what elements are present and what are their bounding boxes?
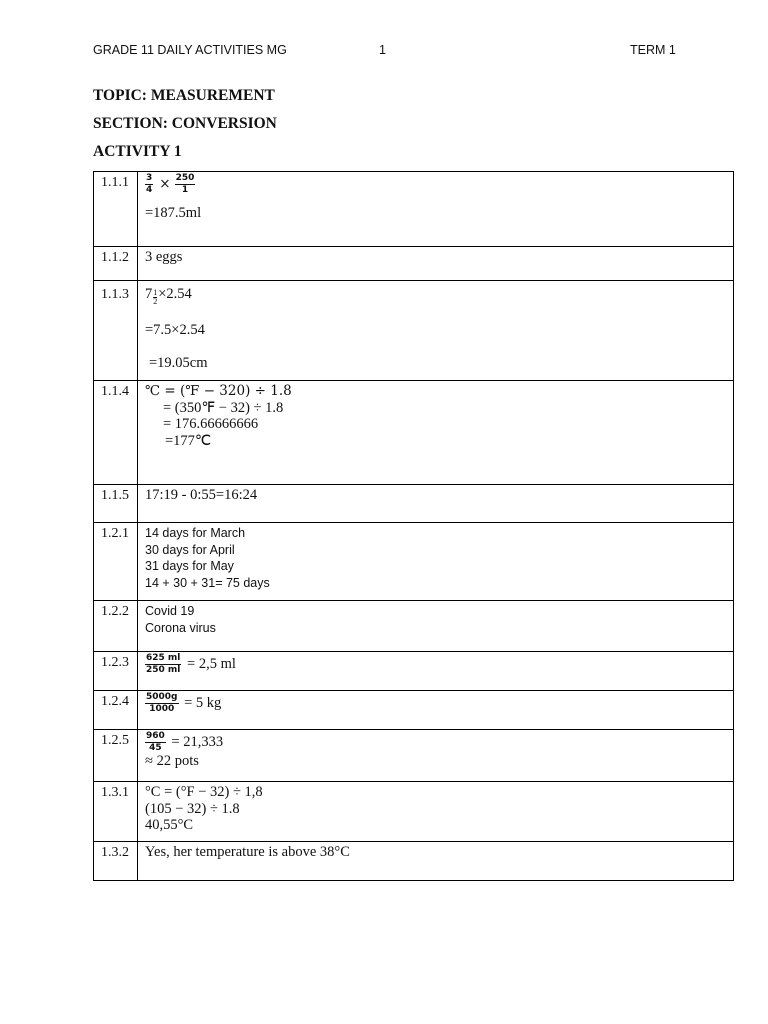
activity-heading: ACTIVITY 1	[93, 143, 182, 160]
page-number: 1	[379, 43, 386, 57]
table-row	[94, 730, 734, 782]
answer-cell	[138, 281, 734, 381]
page-header-term: TERM 1	[630, 43, 676, 57]
answer-line: ≈ 22 pots	[145, 753, 199, 769]
table-row	[94, 485, 734, 523]
answer-cell	[138, 601, 734, 652]
question-number: 1.3.1	[94, 782, 138, 842]
answer-cell	[138, 247, 734, 281]
table-row	[94, 782, 734, 842]
answer-cell	[138, 172, 734, 247]
question-number: 1.3.2	[94, 842, 138, 881]
answer-cell	[138, 652, 734, 691]
answer-line: $\frac{5000g}{1000}$ = 5 kg	[146, 692, 222, 714]
fraction: $\frac{960}{45}$	[146, 731, 165, 753]
answer-line: (105 − 32) ÷ 1.8	[145, 800, 240, 817]
answer-line: 17:19 - 0:55=16:24	[145, 487, 258, 503]
table-row	[94, 281, 734, 381]
question-number: 1.2.2	[94, 601, 138, 652]
answer-line: = (350℉ − 32) ÷ 1.8	[163, 399, 284, 416]
fraction: $\frac{250}{1}$	[175, 173, 195, 195]
table-row	[94, 652, 734, 691]
answer-line: 31 days for May	[145, 559, 234, 573]
fraction: $\frac{5000g}{1000}$	[146, 692, 178, 714]
answer-cell	[138, 782, 734, 842]
table-row	[94, 247, 734, 281]
table-row	[94, 842, 734, 881]
answer-line: =19.05cm	[149, 354, 208, 371]
answer-cell	[138, 381, 734, 485]
answer-line: =177℃	[165, 432, 212, 449]
multiply-sign: ×	[159, 176, 171, 193]
answer-line: 40,55°C	[145, 817, 194, 833]
answer-line: =187.5ml	[145, 205, 202, 221]
answer-line: 30 days for April	[145, 542, 235, 557]
answer-line: $\frac{960}{45}$ = 21,333	[146, 731, 224, 753]
answer-line: = 176.66666666	[163, 416, 259, 432]
question-number: 1.1.5	[94, 485, 138, 523]
question-number: 1.1.1	[94, 172, 138, 247]
answer-line: Corona virus	[145, 620, 216, 635]
answer-line: 3 eggs	[145, 249, 183, 265]
question-number: 1.2.3	[94, 652, 138, 691]
table-row	[94, 381, 734, 485]
answer-line: 7 $\frac{1}{2}$ ×2.54	[145, 286, 192, 306]
table-row	[94, 523, 734, 601]
answer-line: Covid 19	[145, 604, 195, 618]
table-row	[94, 601, 734, 652]
answer-line: ℃ = (℉ − 320) ÷ 1.8	[145, 383, 292, 399]
answer-line: Yes, her temperature is above 38°C	[145, 844, 350, 860]
answer-cell	[138, 730, 734, 782]
answer-cell	[138, 485, 734, 523]
question-number: 1.2.1	[94, 523, 138, 601]
answers-table	[93, 171, 734, 881]
answer-line: 14 days for March	[145, 526, 246, 540]
answer-line: $\frac{625 ml}{250 ml}$ = 2,5 ml	[146, 653, 236, 675]
question-number: 1.1.2	[94, 247, 138, 281]
mixed-fraction: $\frac{1}{2}$	[153, 288, 158, 306]
answer-line: °C = (°F − 32) ÷ 1,8	[145, 784, 263, 800]
question-number: 1.2.4	[94, 691, 138, 730]
topic-heading: TOPIC: MEASUREMENT	[93, 87, 275, 104]
question-number: 1.1.3	[94, 281, 138, 381]
answer-cell	[138, 691, 734, 730]
section-heading: SECTION: CONVERSION	[93, 115, 277, 132]
page-header-title: GRADE 11 DAILY ACTIVITIES MG	[93, 43, 287, 57]
fraction: $\frac{625 ml}{250 ml}$	[146, 653, 181, 675]
question-number: 1.1.4	[94, 381, 138, 485]
fraction: $\frac{3}{4}$	[146, 173, 153, 195]
answer-cell	[138, 842, 734, 881]
table-row	[94, 172, 734, 247]
answer-line: =7.5×2.54	[145, 322, 205, 338]
question-number: 1.2.5	[94, 730, 138, 782]
answer-line: 14 + 30 + 31= 75 days	[145, 575, 270, 590]
answer-cell	[138, 523, 734, 601]
table-row	[94, 691, 734, 730]
